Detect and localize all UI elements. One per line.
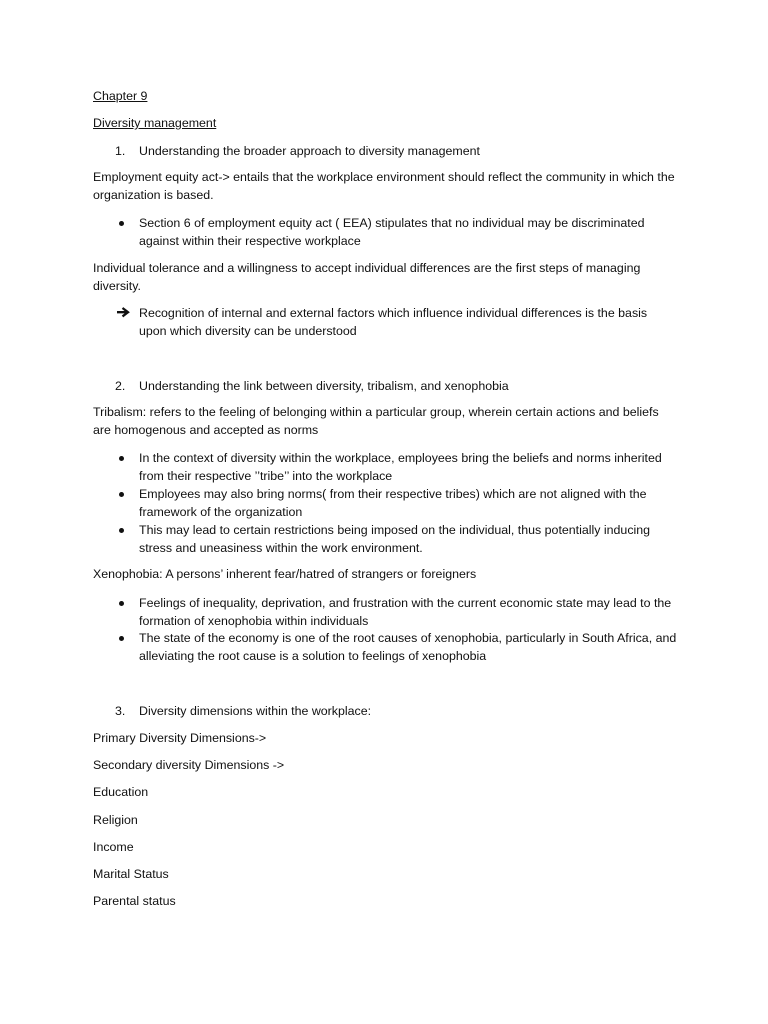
list-item-text: In the context of diversity within the workplace, employees bring the beliefs and norms inherited from their respective ’’tribe’’ into the workplace — [139, 451, 662, 483]
bullet-icon — [119, 636, 124, 641]
dimension-line: Marital Status — [93, 867, 169, 881]
dimension-line: Primary Diversity Dimensions-> — [93, 731, 267, 745]
dimension-line: Education — [93, 785, 149, 799]
dimension-line: Parental status — [93, 894, 176, 908]
dimension-line: Religion — [93, 813, 138, 827]
list-item — [93, 485, 678, 521]
numbered-heading-1 — [93, 142, 678, 160]
list-item-text: Section 6 of employment equity act ( EEA) stipulates that no individual may be discriminated against within their respective workplace — [139, 216, 645, 248]
bullet-icon — [119, 492, 124, 497]
chapter-title: Chapter 9 — [93, 89, 148, 103]
arrow-right-icon — [116, 304, 132, 322]
heading-text: Diversity dimensions within the workplace: — [139, 704, 372, 718]
numbered-heading-2 — [93, 377, 678, 395]
dimension-line: Secondary diversity Dimensions -> — [93, 758, 285, 772]
heading-text: Understanding the broader approach to diversity management — [139, 144, 480, 158]
bullet-icon — [119, 456, 124, 461]
list-item — [93, 449, 678, 485]
list-item-text: Recognition of internal and external factors which influence individual differences is the basis upon which diversity can be understood — [139, 306, 648, 338]
list-item-text: Feelings of inequality, deprivation, and frustration with the current economic state may lead to the formation of xenophobia within individuals — [139, 596, 672, 628]
list-item-text: The state of the economy is one of the root causes of xenophobia, particularly in South Africa, and alleviating the root cause is a solution to feelings of xenophobia — [139, 631, 677, 663]
bullet-icon — [119, 601, 124, 606]
section-title: Diversity management — [93, 116, 217, 130]
list-item-text: Employees may also bring norms( from their respective tribes) which are not aligned with the framework of the organization — [139, 487, 647, 519]
paragraph-tolerance: Individual tolerance and a willingness to accept individual differences are the first steps of managing diversity. — [93, 261, 641, 293]
list-item-text: This may lead to certain restrictions being imposed on the individual, thus potentially inducing stress and uneasiness within the work environment. — [139, 523, 651, 555]
list-number: 2. — [115, 379, 126, 393]
list-number: 1. — [115, 144, 126, 158]
list-number: 3. — [115, 704, 126, 718]
list-item — [93, 629, 678, 665]
bullet-icon — [119, 221, 124, 226]
paragraph-tribalism: Tribalism: refers to the feeling of belonging within a particular group, wherein certain actions and beliefs are homogenous and accepted as norms — [93, 405, 659, 437]
list-item — [93, 521, 678, 557]
dimension-line: Income — [93, 840, 134, 854]
list-item — [93, 594, 678, 630]
numbered-heading-3 — [93, 702, 678, 720]
list-item — [93, 214, 678, 250]
paragraph-employment-equity: Employment equity act-> entails that the workplace environment should reflect the community in which the organization is based. — [93, 170, 675, 202]
bullet-icon — [119, 528, 124, 533]
list-item — [93, 304, 678, 340]
heading-text: Understanding the link between diversity, tribalism, and xenophobia — [139, 379, 509, 393]
paragraph-xenophobia: Xenophobia: A persons’ inherent fear/hatred of strangers or foreigners — [93, 567, 477, 581]
